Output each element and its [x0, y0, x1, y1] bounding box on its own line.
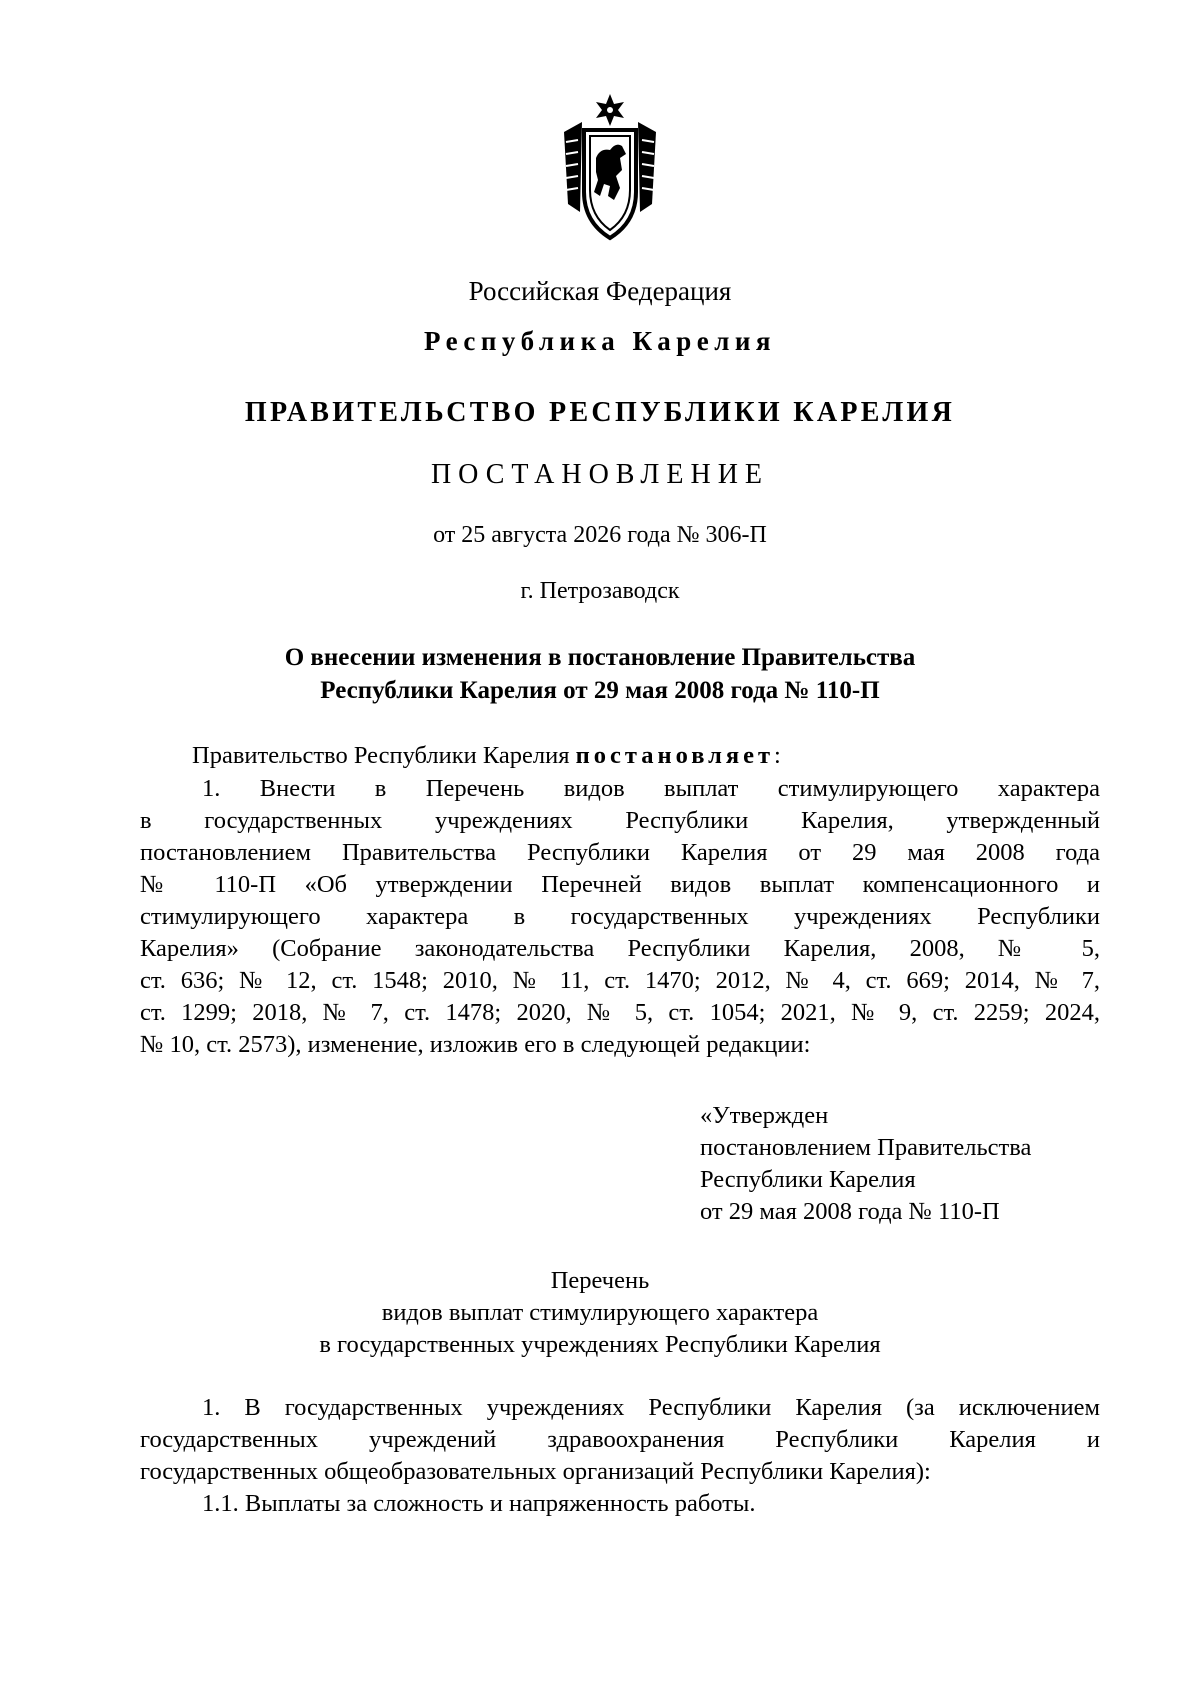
approval-line-1: «Утвержден	[700, 1102, 829, 1129]
document-subject	[0, 641, 1200, 707]
country-name: Российская Федерация	[468, 276, 732, 306]
item1-line: ст. 636; № 12, ст. 1548; 2010, № 11, ст. 1470; 2012, № 4, ст. 669; 2014, № 7,	[140, 967, 1100, 994]
document-type: ПОСТАНОВЛЕНИЕ	[430, 459, 770, 490]
item1-line: ст. 1299; 2018, № 7, ст. 1478; 2020, № 5, ст. 1054; 2021, № 9, ст. 2259; 2024,	[140, 999, 1100, 1026]
approval-line-2: постановлением Правительства	[700, 1134, 1032, 1161]
item1-line: стимулирующего характера в государственных учреждениях Республики	[140, 903, 1100, 930]
subject-line-2: Республики Карелия от 29 мая 2008 года № 110-П	[320, 677, 880, 704]
list-paragraph	[140, 1392, 1100, 1520]
item1-line: 1. Внести в Перечень видов выплат стимулирующего характера	[202, 775, 1100, 802]
coat-of-arms-icon	[560, 92, 660, 242]
list-title-line-3: в государственных учреждениях Республики Карелия	[319, 1331, 881, 1358]
approval-line-3: Республики Карелия	[700, 1166, 916, 1193]
intro-line	[140, 740, 1100, 772]
intro-spaced-word: постановляет	[575, 742, 775, 769]
intro-suffix: :	[774, 742, 781, 769]
list-line: 1.1. Выплаты за сложность и напряженность работы.	[202, 1490, 756, 1517]
approval-line-4: от 29 мая 2008 года № 110-П	[700, 1198, 1000, 1225]
city: г. Петрозаводск	[520, 578, 680, 604]
subject-line-1: О внесении изменения в постановление Правительства	[284, 644, 916, 671]
approval-stamp	[700, 1100, 1031, 1228]
item1-line: в государственных учреждениях Республики Карелия, утвержденный	[140, 807, 1100, 834]
list-line: государственных учреждений здравоохранения Республики Карелия и	[140, 1426, 1100, 1453]
date-number: от 25 августа 2026 года № 306-П	[433, 522, 767, 548]
list-line: 1. В государственных учреждениях Республики Карелия (за исключением	[202, 1394, 1100, 1421]
list-title-line-1: Перечень	[550, 1267, 650, 1294]
government-title: ПРАВИТЕЛЬСТВО РЕСПУБЛИКИ КАРЕЛИЯ	[244, 397, 956, 428]
list-title	[0, 1265, 1200, 1361]
list-title-line-2: видов выплат стимулирующего характера	[381, 1299, 819, 1326]
intro-paragraph	[140, 740, 1100, 772]
item1-line: № 10, ст. 2573), изменение, изложив его в следующей редакции:	[140, 1031, 811, 1058]
list-line: государственных общеобразовательных организаций Республики Карелия):	[140, 1458, 931, 1485]
item1-line: постановлением Правительства Республики Карелия от 29 мая 2008 года	[140, 839, 1100, 866]
republic-name: Республика Карелия	[423, 326, 777, 356]
intro-prefix: Правительство Республики Карелия	[192, 742, 576, 769]
item1-line: № 110-П «Об утверждении Перечней видов выплат компенсационного и	[140, 871, 1100, 898]
item1-line: Карелия» (Собрание законодательства Республики Карелия, 2008, № 5,	[140, 935, 1100, 962]
item-1-paragraph	[140, 773, 1100, 1061]
